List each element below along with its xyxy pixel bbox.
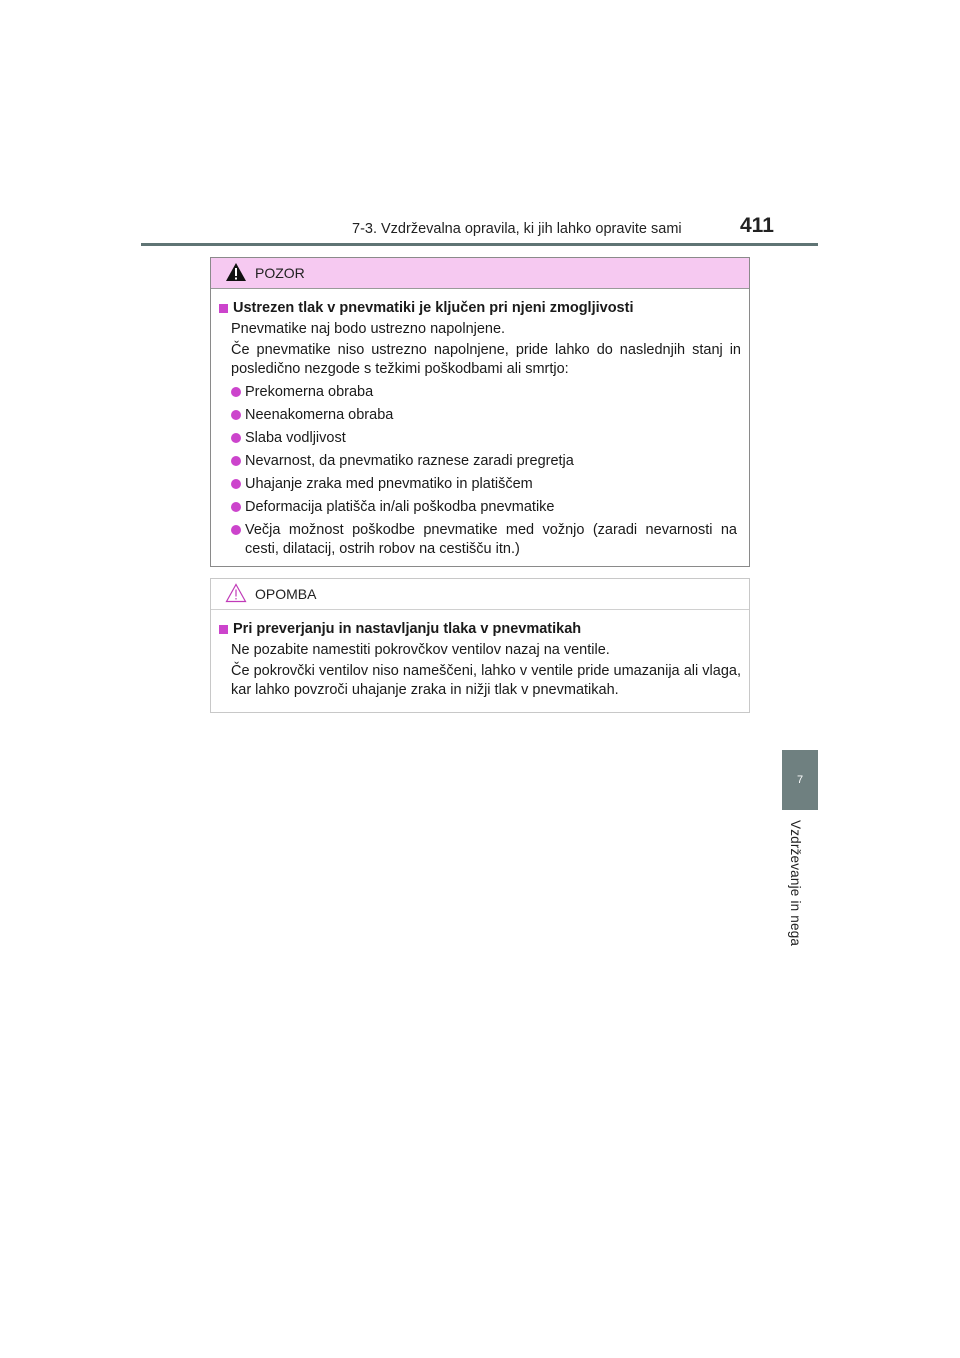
- list-item: Uhajanje zraka med pnevmatiko in platiščem: [231, 475, 737, 494]
- caution-box: [210, 257, 750, 567]
- round-bullet-icon: [231, 479, 241, 489]
- list-item: Prekomerna obraba: [231, 383, 737, 402]
- header-rule: [141, 243, 818, 246]
- chapter-tab: [782, 750, 818, 810]
- caution-heading-text: Ustrezen tlak v pnevmatiki je ključen pri njeni zmogljivosti: [233, 300, 634, 316]
- list-item: Večja možnost poškodbe pnevmatike med vožnjo (zaradi nevarnosti na cesti, dilatacij, ostrih robov na cestišču itn.): [231, 521, 737, 559]
- list-item: Slaba vodljivost: [231, 429, 737, 448]
- notice-box: [210, 578, 750, 713]
- notice-line-1: Ne pozabite namestiti pokrovčkov ventilov nazaj na ventile.: [231, 642, 610, 658]
- square-bullet-icon: [219, 625, 228, 634]
- caution-header: [211, 258, 749, 289]
- notice-heading-text: Pri preverjanju in nastavljanju tlaka v pnevmatikah: [233, 621, 582, 637]
- caution-list: [219, 383, 741, 559]
- notice-header: [211, 579, 749, 610]
- notice-heading: [219, 620, 741, 639]
- warning-triangle-icon: [225, 262, 247, 282]
- page-number: 411: [740, 214, 774, 237]
- chapter-title: Vzdrževanje in nega: [788, 820, 803, 947]
- caution-intro-2: Če pnevmatike niso ustrezno napolnjene, pride lahko do naslednjih stanj in posledično nezgode s težkimi poškodbami ali smrtjo:: [231, 342, 741, 377]
- caution-intro-1: Pnevmatike naj bodo ustrezno napolnjene.: [231, 321, 506, 337]
- round-bullet-icon: [231, 387, 241, 397]
- list-item: Deformacija platišča in/ali poškodba pnevmatike: [231, 498, 737, 517]
- list-item: Nevarnost, da pnevmatiko raznese zaradi pregretja: [231, 452, 737, 471]
- square-bullet-icon: [219, 304, 228, 313]
- notice-content: [211, 610, 749, 700]
- notice-triangle-icon: [225, 583, 247, 603]
- round-bullet-icon: [231, 410, 241, 420]
- round-bullet-icon: [231, 525, 241, 535]
- chapter-number: 7: [796, 774, 804, 786]
- list-item: Neenakomerna obraba: [231, 406, 737, 425]
- round-bullet-icon: [231, 502, 241, 512]
- caution-label: POZOR: [255, 265, 305, 281]
- notice-line-2: Če pokrovčki ventilov niso nameščeni, lahko v ventile pride umazanija ali vlaga, kar lahko povzroči uhajanje zraka in nižji tlak v pnevmatikah.: [231, 663, 741, 698]
- notice-label: OPOMBA: [255, 586, 317, 602]
- round-bullet-icon: [231, 456, 241, 466]
- section-title: 7-3. Vzdrževalna opravila, ki jih lahko opravite sami: [352, 221, 682, 237]
- caution-heading: [219, 299, 741, 318]
- caution-content: [211, 289, 749, 559]
- round-bullet-icon: [231, 433, 241, 443]
